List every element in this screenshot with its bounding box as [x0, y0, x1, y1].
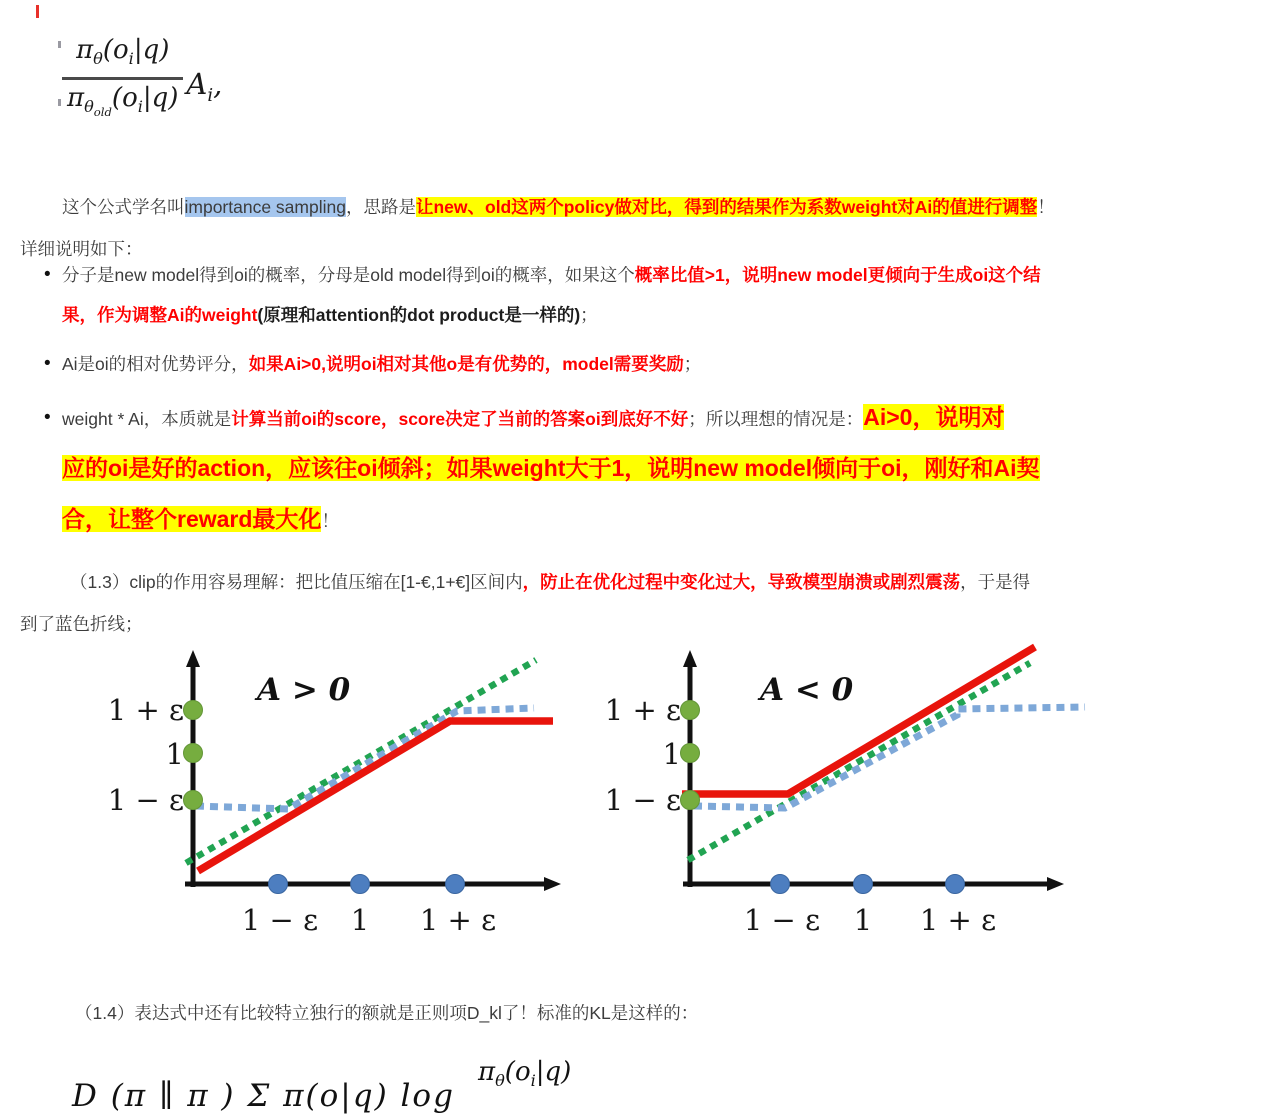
chart-title: A > 0 [257, 672, 351, 708]
y-axis-arrow [683, 650, 697, 667]
bullet-text: weight * Ai，本质就是 [62, 409, 232, 429]
objective-line [198, 721, 553, 871]
intro-text: ！ [1037, 196, 1055, 217]
y-tick-label: 1 − ε [604, 783, 681, 817]
big-highlighted-emphasis: 应的oi是好的action，应该往oi倾斜；如果weight大于1，说明new model倾向于oi，刚好和Ai契 [62, 455, 1040, 481]
y-tick-label: 1 [662, 737, 681, 771]
bullet-item-numerator [45, 255, 1041, 335]
intro-text-line2: 详细说明如下： [20, 238, 143, 259]
x-axis-arrow [1047, 877, 1064, 891]
chart-a-positive [60, 645, 580, 945]
y-axis-dot [681, 701, 700, 720]
formula-kl-numerator: $\pi_\theta(o_i|q)$ [478, 1057, 572, 1091]
x-axis-dot [854, 875, 873, 894]
x-axis-dot [351, 875, 370, 894]
advantage-term: $A_i$, [186, 66, 223, 106]
unclipped-line [688, 663, 1030, 860]
y-tick-label: 1 + ε [107, 693, 184, 727]
red-emphasis: ，防止在优化过程中变化过大，导致模型崩溃或剧烈震荡 [522, 571, 961, 592]
y-tick-label: 1 − ε [107, 783, 184, 817]
clip-paragraph [20, 561, 1030, 645]
x-axis-dot [446, 875, 465, 894]
y-tick-label: 1 + ε [604, 693, 681, 727]
y-axis-dot [184, 744, 203, 763]
bracket-remnant-top [58, 41, 61, 48]
big-highlighted-emphasis: 合，让整个reward最大化 [62, 506, 322, 532]
p13-text: ，于是得 [960, 571, 1031, 592]
kl-paragraph [20, 998, 698, 1028]
chart-title: A < 0 [760, 672, 854, 708]
intro-text: 这个公式学名叫 [62, 196, 185, 217]
red-emphasis: 概率比值>1，说明new model更倾向于生成oi这个结 [634, 265, 1041, 285]
bullet-text: ！ [321, 511, 339, 531]
p13-text-line2: 到了蓝色折线； [20, 613, 143, 634]
explanation-list [45, 255, 1041, 555]
bullet-text: ； [683, 354, 702, 374]
red-emphasis: 如果Ai>0,说明oi相对其他o是有优势的，model需要奖励 [248, 354, 684, 374]
formula-importance-ratio [62, 32, 222, 131]
y-axis-dot [184, 791, 203, 810]
unclipped-line [186, 660, 536, 863]
bold-note: (原理和attention的dot product是一样的) [257, 305, 581, 325]
p14-text: （1.4）表达式中还有比较特立独行的额就是正则项D_kl了！标准的KL是这样的： [75, 1002, 699, 1023]
x-tick-label: 1 + ε [919, 903, 997, 937]
x-axis-dot [771, 875, 790, 894]
y-axis-dot [681, 791, 700, 810]
big-highlighted-emphasis: Ai>0，说明对 [863, 404, 1005, 430]
bracket-remnant-bottom [58, 99, 61, 106]
intro-text: ，思路是 [345, 196, 416, 217]
fraction-denominator: $\pi_{\theta_{old}}(o_i|q)$ [67, 83, 179, 120]
bullet-text: Ai是oi的相对优势评分， [62, 354, 249, 374]
selected-text: importance sampling [184, 196, 346, 217]
formula-kl-partial: D (π ∥ π ) Σ π(o|q) log [72, 1078, 455, 1114]
red-edit-mark [36, 5, 39, 18]
fraction-numerator: $\pi_\theta(o_i|q)$ [76, 35, 170, 69]
red-emphasis: 计算当前oi的score，score决定了当前的答案oi到底好不好 [231, 409, 689, 429]
red-emphasis: 果，作为调整Ai的weight [62, 305, 258, 325]
p13-text: （1.3）clip的作用容易理解：把比值压缩在[1-€,1+€]区间内 [70, 571, 523, 592]
x-tick-label: 1 + ε [419, 903, 497, 937]
y-axis-dot [184, 701, 203, 720]
x-tick-label: 1 − ε [743, 903, 821, 937]
bullet-text: ；所以理想的情况是： [688, 409, 864, 429]
x-tick-label: 1 [853, 903, 873, 937]
bullet-text: 分子是new model得到oi的概率，分母是old model得到oi的概率，如果这个 [62, 265, 635, 285]
x-axis-arrow [544, 877, 561, 891]
x-axis-dot [946, 875, 965, 894]
y-axis-arrow [186, 650, 200, 667]
x-tick-label: 1 [350, 903, 370, 937]
bullet-item-weight-ai [45, 393, 1041, 546]
y-tick-label: 1 [165, 737, 184, 771]
y-axis-dot [681, 744, 700, 763]
chart-a-negative [570, 645, 1100, 945]
fraction [62, 32, 183, 131]
x-tick-label: 1 − ε [241, 903, 319, 937]
x-axis-dot [269, 875, 288, 894]
bullet-text: ； [580, 305, 598, 325]
highlighted-emphasis: 让new、old这两个policy做对比，得到的结果作为系数weight对Ai的值进行调整 [415, 196, 1038, 217]
bullet-item-advantage [45, 344, 1041, 384]
